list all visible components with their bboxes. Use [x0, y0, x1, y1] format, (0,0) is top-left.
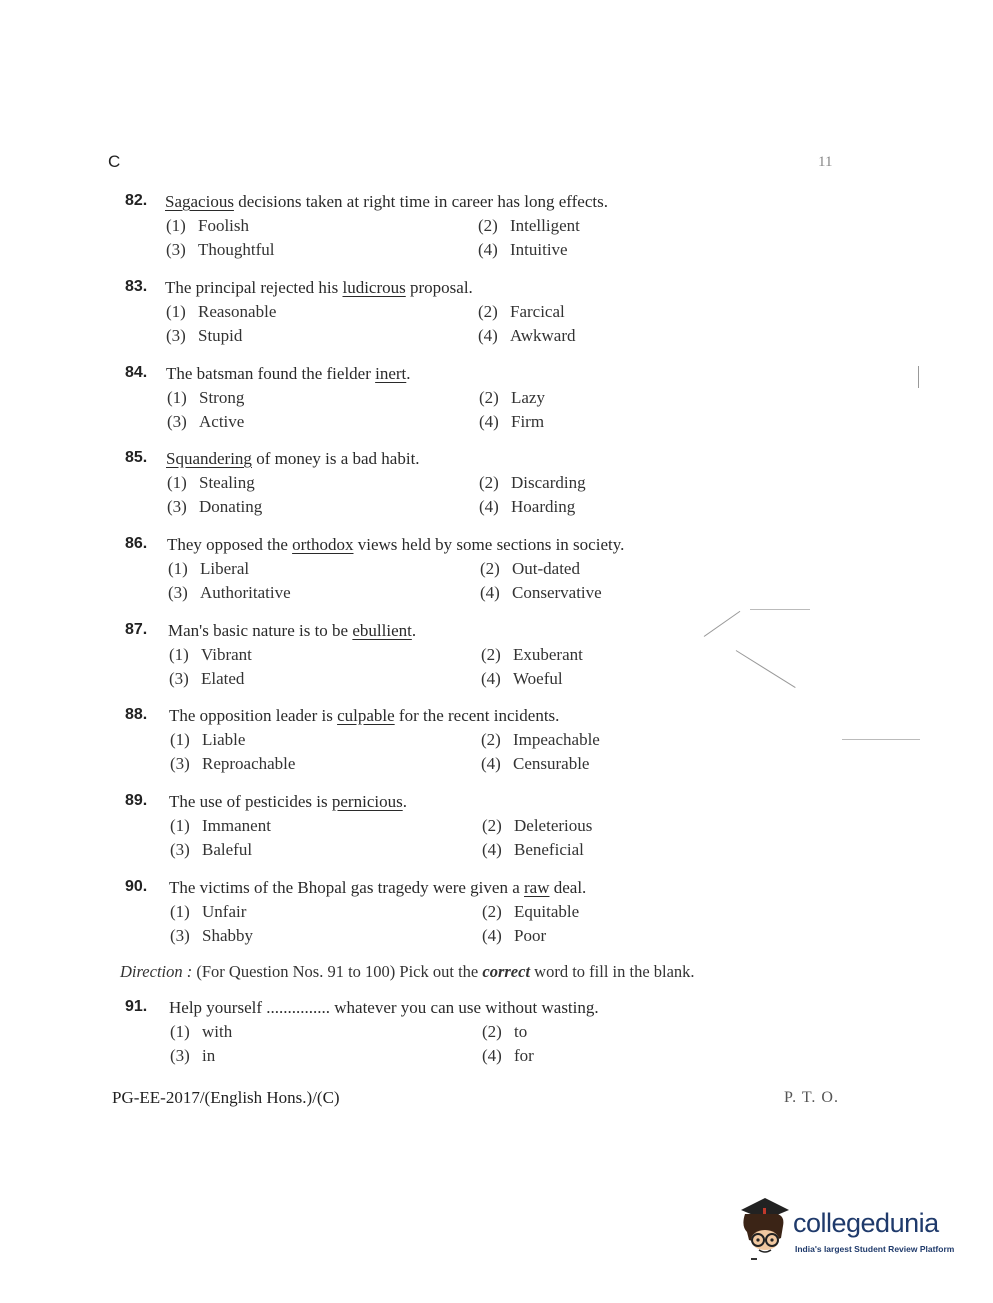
option-number: (3) — [170, 1046, 190, 1065]
option-number: (4) — [482, 926, 502, 945]
option-3 — [167, 412, 244, 432]
option-text: Beneficial — [514, 840, 584, 859]
underlined-word: inert — [375, 364, 407, 383]
option-text: Baleful — [202, 840, 253, 859]
option-text: Elated — [201, 669, 245, 688]
option-number: (1) — [167, 473, 187, 492]
page-number: 11 — [818, 154, 833, 170]
question-number: 83. — [125, 278, 148, 295]
stem-text: They opposed the — [167, 535, 293, 554]
option-text: Poor — [514, 926, 547, 945]
option-text: Immanent — [202, 816, 271, 835]
mascot-icon — [735, 1196, 795, 1264]
option-3 — [170, 1046, 215, 1066]
option-number: (2) — [482, 902, 502, 921]
underlined-word: raw — [524, 878, 550, 897]
option-number: (1) — [170, 1022, 190, 1041]
option-number: (3) — [169, 669, 189, 688]
direction-text — [120, 962, 695, 982]
stem-text: . — [402, 792, 407, 811]
option-text: Intelligent — [510, 216, 580, 235]
option-4 — [482, 926, 546, 946]
option-number: (4) — [479, 412, 499, 431]
stem-text: of money is a bad habit. — [251, 449, 420, 468]
underlined-word: culpable — [337, 706, 395, 725]
question-number: 84. — [125, 364, 148, 381]
option-number: (3) — [168, 583, 188, 602]
stem-text: The principal rejected his — [165, 278, 343, 297]
question-stem — [165, 278, 473, 298]
underlined-word: ludicrous — [342, 278, 406, 297]
option-text: for — [514, 1046, 534, 1065]
option-2 — [479, 388, 545, 408]
scan-mark — [736, 650, 796, 688]
option-3 — [170, 840, 252, 860]
option-text: Out-dated — [512, 559, 580, 578]
underlined-word: ebullient — [352, 621, 412, 640]
option-text: Active — [199, 412, 245, 431]
option-text: Authoritative — [200, 583, 291, 602]
option-number: (2) — [482, 1022, 502, 1041]
option-number: (2) — [478, 216, 498, 235]
option-3 — [166, 240, 275, 260]
logo-wordmark: collegedunia — [793, 1208, 939, 1238]
question-number: 91. — [125, 998, 148, 1015]
option-text: Donating — [199, 497, 263, 516]
option-2 — [481, 645, 583, 665]
option-1 — [169, 645, 252, 665]
option-number: (3) — [166, 240, 186, 259]
question-number: 88. — [125, 706, 148, 723]
option-4 — [478, 326, 575, 346]
option-number: (2) — [480, 559, 500, 578]
option-2 — [482, 816, 592, 836]
option-text: Stupid — [198, 326, 243, 345]
scan-mark — [750, 609, 810, 610]
stem-text: Man's basic nature is to be — [168, 621, 353, 640]
option-text: with — [202, 1022, 233, 1041]
option-2 — [482, 902, 579, 922]
option-text: Reproachable — [202, 754, 296, 773]
direction-text-before: (For Question Nos. 91 to 100) Pick out the — [192, 962, 483, 981]
option-text: Exuberant — [513, 645, 583, 664]
option-text: Thoughtful — [198, 240, 275, 259]
stem-text: proposal. — [405, 278, 473, 297]
underlined-word: Sagacious — [165, 192, 234, 211]
option-1 — [166, 216, 249, 236]
option-number: (1) — [166, 302, 186, 321]
option-number: (1) — [170, 816, 190, 835]
option-text: Impeachable — [513, 730, 600, 749]
option-number: (4) — [482, 1046, 502, 1065]
question-number: 85. — [125, 449, 148, 466]
option-number: (3) — [170, 840, 190, 859]
option-3 — [170, 926, 253, 946]
option-text: to — [514, 1022, 528, 1041]
option-3 — [169, 669, 244, 689]
scan-mark — [704, 611, 741, 637]
option-1 — [170, 730, 245, 750]
pto-label: P. T. O. — [784, 1089, 839, 1106]
option-1 — [170, 902, 246, 922]
option-number: (3) — [167, 497, 187, 516]
option-number: (2) — [479, 473, 499, 492]
option-1 — [166, 302, 276, 322]
option-number: (1) — [170, 730, 190, 749]
direction-label: Direction : — [120, 962, 193, 981]
question-stem — [169, 878, 586, 898]
option-1 — [167, 473, 255, 493]
option-text: Awkward — [510, 326, 576, 345]
option-number: (2) — [479, 388, 499, 407]
stem-text: The victims of the Bhopal gas tragedy were given a — [169, 878, 524, 897]
option-number: (2) — [482, 816, 502, 835]
option-4 — [480, 583, 602, 603]
stem-text: deal. — [549, 878, 587, 897]
option-number: (3) — [167, 412, 187, 431]
stem-text: The use of pesticides is — [169, 792, 332, 811]
series-code: C — [108, 152, 121, 171]
option-text: Liberal — [200, 559, 250, 578]
stem-text: The batsman found the fielder — [166, 364, 376, 383]
option-text: Intuitive — [510, 240, 568, 259]
question-stem — [167, 535, 624, 555]
stem-text: . — [406, 364, 411, 383]
option-number: (4) — [480, 583, 500, 602]
option-1 — [170, 1022, 232, 1042]
option-4 — [482, 1046, 534, 1066]
option-number: (4) — [479, 497, 499, 516]
underlined-word: Squandering — [166, 449, 252, 468]
option-text: Firm — [511, 412, 545, 431]
option-number: (2) — [481, 730, 501, 749]
option-4 — [481, 669, 563, 689]
option-text: in — [202, 1046, 216, 1065]
option-4 — [479, 412, 544, 432]
option-text: Discarding — [511, 473, 586, 492]
collegedunia-logo — [735, 1196, 963, 1266]
option-text: Stealing — [199, 473, 255, 492]
option-number: (2) — [481, 645, 501, 664]
question-number: 87. — [125, 621, 148, 638]
option-3 — [170, 754, 295, 774]
option-4 — [479, 497, 575, 517]
option-number: (4) — [481, 754, 501, 773]
direction-text-after: word to fill in the blank. — [530, 962, 695, 981]
option-2 — [482, 1022, 527, 1042]
option-text: Strong — [199, 388, 245, 407]
option-number: (1) — [170, 902, 190, 921]
question-number: 90. — [125, 878, 148, 895]
stem-text: The opposition leader is — [169, 706, 338, 725]
option-text: Shabby — [202, 926, 253, 945]
question-stem — [169, 998, 599, 1018]
stem-text: . — [411, 621, 417, 640]
scan-mark — [842, 739, 920, 740]
option-number: (4) — [478, 326, 498, 345]
option-2 — [478, 216, 580, 236]
option-text: Unfair — [202, 902, 247, 921]
stem-text: Help yourself ............... whatever you can use without wasting. — [169, 998, 599, 1017]
option-4 — [478, 240, 568, 260]
question-stem — [166, 449, 420, 469]
option-2 — [480, 559, 580, 579]
option-4 — [481, 754, 589, 774]
logo-tagline: India's largest Student Review Platform — [795, 1244, 955, 1254]
option-number: (2) — [478, 302, 498, 321]
option-1 — [167, 388, 244, 408]
direction-emphasis: correct — [482, 962, 531, 981]
option-3 — [168, 583, 291, 603]
question-number: 89. — [125, 792, 148, 809]
option-text: Deleterious — [514, 816, 593, 835]
question-stem — [165, 192, 608, 212]
underlined-word: pernicious — [331, 792, 403, 811]
option-2 — [478, 302, 565, 322]
option-text: Equitable — [514, 902, 580, 921]
option-number: (1) — [166, 216, 186, 235]
option-number: (4) — [482, 840, 502, 859]
option-text: Farcical — [510, 302, 565, 321]
option-number: (3) — [166, 326, 186, 345]
option-number: (1) — [169, 645, 189, 664]
option-1 — [170, 816, 271, 836]
scan-mark — [918, 366, 919, 388]
option-number: (1) — [167, 388, 187, 407]
option-number: (3) — [170, 926, 190, 945]
option-1 — [168, 559, 249, 579]
option-text: Censurable — [513, 754, 590, 773]
option-text: Reasonable — [198, 302, 277, 321]
option-number: (4) — [478, 240, 498, 259]
option-text: Conservative — [512, 583, 602, 602]
option-text: Lazy — [511, 388, 545, 407]
underlined-word: orthodox — [292, 535, 354, 554]
option-2 — [481, 730, 600, 750]
question-stem — [166, 364, 411, 384]
option-4 — [482, 840, 584, 860]
option-number: (1) — [168, 559, 188, 578]
option-number: (4) — [481, 669, 501, 688]
question-stem — [168, 621, 416, 641]
option-3 — [166, 326, 242, 346]
question-number: 82. — [125, 192, 148, 209]
question-stem — [169, 706, 559, 726]
option-2 — [479, 473, 586, 493]
option-3 — [167, 497, 262, 517]
option-text: Vibrant — [201, 645, 252, 664]
option-text: Hoarding — [511, 497, 576, 516]
option-text: Woeful — [513, 669, 563, 688]
option-number: (3) — [170, 754, 190, 773]
stem-text: for the recent incidents. — [394, 706, 560, 725]
stem-text: decisions taken at right time in career has long effects. — [233, 192, 608, 211]
option-text: Foolish — [198, 216, 250, 235]
option-text: Liable — [202, 730, 246, 749]
paper-code: PG-EE-2017/(English Hons.)/(C) — [112, 1088, 340, 1107]
question-number: 86. — [125, 535, 148, 552]
stem-text: views held by some sections in society. — [353, 535, 625, 554]
question-stem — [169, 792, 407, 812]
